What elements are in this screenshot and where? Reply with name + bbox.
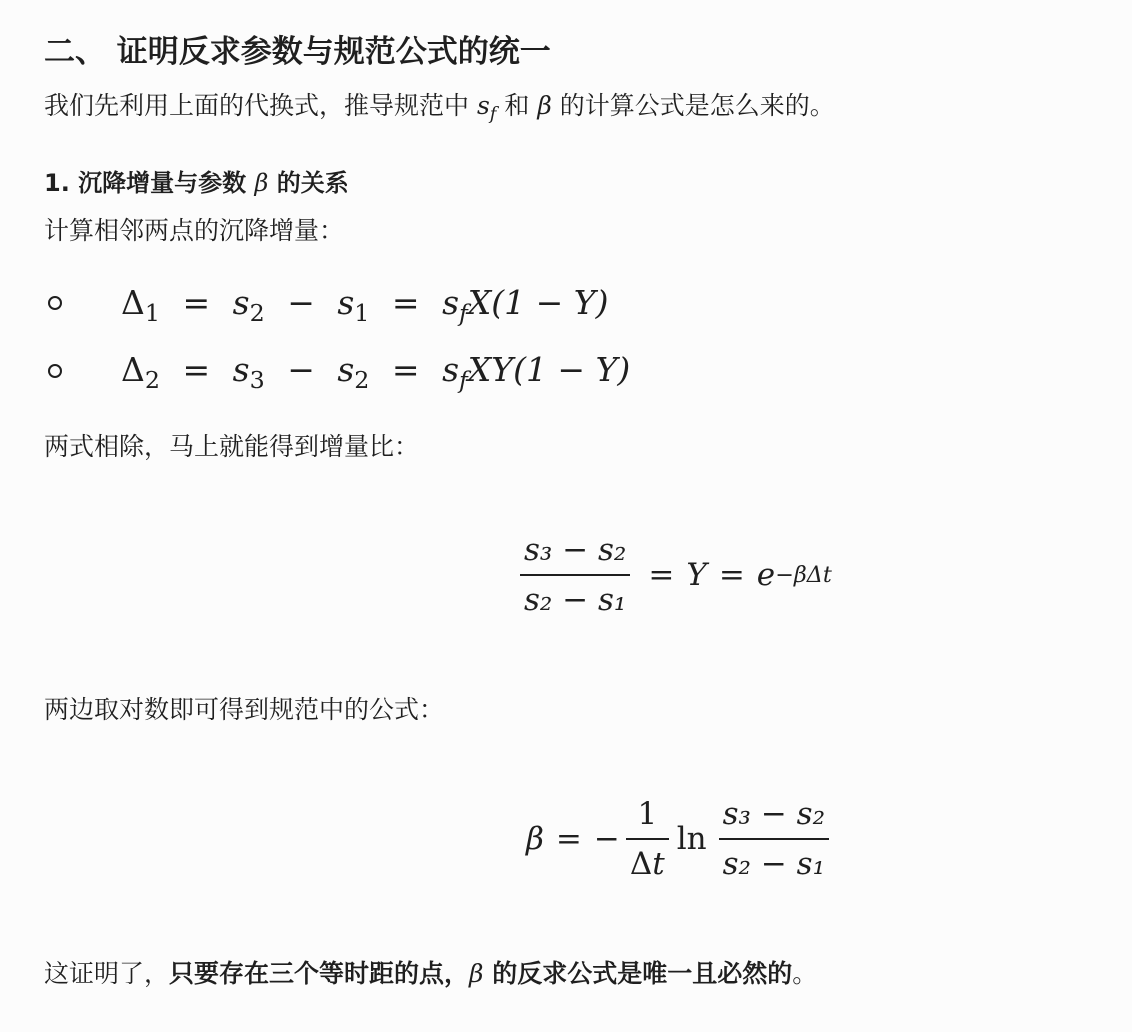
bullet-marker-1 [48, 296, 62, 310]
math-s-f: $s_f$ [476, 91, 497, 125]
intro-paragraph [44, 86, 835, 125]
calc-increment-text: 计算相邻两点的沉降增量： [44, 216, 345, 245]
subsection-heading: 1. 沉降增量与参数 β 的关系 [44, 169, 349, 197]
ratio-fraction: $\frac{\text{s₃ − s₂}}{\text{s₂ − s₁}}$ [520, 532, 630, 618]
conclusion-paragraph: 这证明了，只要存在三个等时距的点，β 的反求公式是唯一且必然的。 [44, 959, 818, 988]
equation-beta: β = − $\frac{1}{\Delta t}$ ln $\frac{\text{s₃ − s₂}}{\text{s₂ − s₁}}$ [526, 796, 835, 882]
equation-delta-1: $\Delta_1 = s_2 - s_1 = s_fX(1 - Y)$ [121, 283, 609, 328]
math-beta: β [537, 91, 552, 120]
ratio-intro-text: 两式相除，马上就能得到增量比： [44, 432, 420, 461]
intro-text-after: 的计算公式是怎么来的。 [551, 91, 835, 120]
intro-text-before: 我们先利用上面的代换式，推导规范中 [44, 91, 477, 120]
intro-text-and: 和 [496, 91, 538, 120]
equation-delta-2: $\Delta_2 = s_3 - s_2 = s_fXY(1 - Y)$ [121, 350, 631, 395]
bullet-marker-2 [48, 364, 62, 378]
log-intro-text: 两边取对数即可得到规范中的公式： [44, 695, 445, 724]
section-heading: 二、 证明反求参数与规范公式的统一 [44, 34, 551, 70]
beta-fraction-increments: $\frac{\text{s₃ − s₂}}{\text{s₂ − s₁}}$ [719, 796, 829, 882]
equation-ratio: $\frac{\text{s₃ − s₂}}{\text{s₂ − s₁}}$ = Y = e −βΔt [514, 532, 832, 618]
beta-fraction-1-over-dt: $\frac{1}{\Delta t}$ [626, 796, 669, 882]
